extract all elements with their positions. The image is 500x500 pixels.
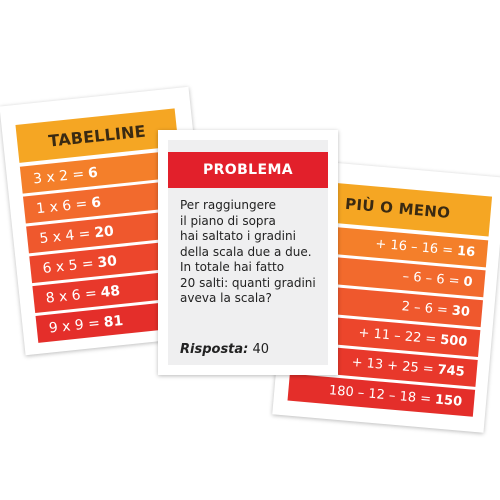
problema-answer [180,342,269,357]
problema-title: PROBLEMA [168,152,328,188]
row-expression: 6 x 5 = [41,255,95,277]
row-result: 0 [462,274,474,291]
row-expression: 9 x 9 = [48,314,101,337]
tabelline-title: TABELLINE [15,108,178,163]
piu-o-meno-title: PIÙ O MENO [303,180,492,236]
row-expression: 8 x 6 = [44,285,98,307]
row-result: 6 [90,194,102,212]
row-result: 48 [99,282,121,301]
problema-line: Per raggiungere [180,198,277,212]
answer-label: Risposta: [180,342,249,357]
answer-value: 40 [252,342,270,357]
problema-line: aveva la scala? [180,291,272,305]
problema-line: della scala due a due. [180,244,312,259]
row-result: 500 [439,332,468,350]
row-result: 30 [451,303,471,321]
row-result: 150 [434,392,463,410]
row-expression: + 11 – 22 = [357,325,437,348]
row-expression: 5 x 4 = [38,225,92,247]
row-result: 6 [87,164,99,182]
problema-line: 20 salti: quanti gradini [180,275,316,290]
row-expression: + 13 + 25 = [350,355,435,378]
row-result: 16 [456,243,476,261]
row-expression: – 6 – 6 = [402,269,461,290]
row-expression: 1 x 6 = [35,195,89,217]
row-expression: 2 – 6 = [401,299,449,319]
row-result: 81 [102,312,124,331]
problema-line: In totale hai fatto [180,260,285,274]
row-result: 745 [436,362,466,380]
problema-card [158,130,338,375]
problema-line: hai saltato i gradini [180,229,296,243]
row-expression: 3 x 2 = [32,165,85,187]
row-result: 30 [96,252,118,271]
problema-line: il piano di sopra [180,213,276,228]
problema-text [180,198,330,307]
row-result: 20 [93,222,115,241]
row-expression: 180 – 12 – 18 = [328,383,432,408]
row-expression: + 16 – 16 = [374,236,454,259]
